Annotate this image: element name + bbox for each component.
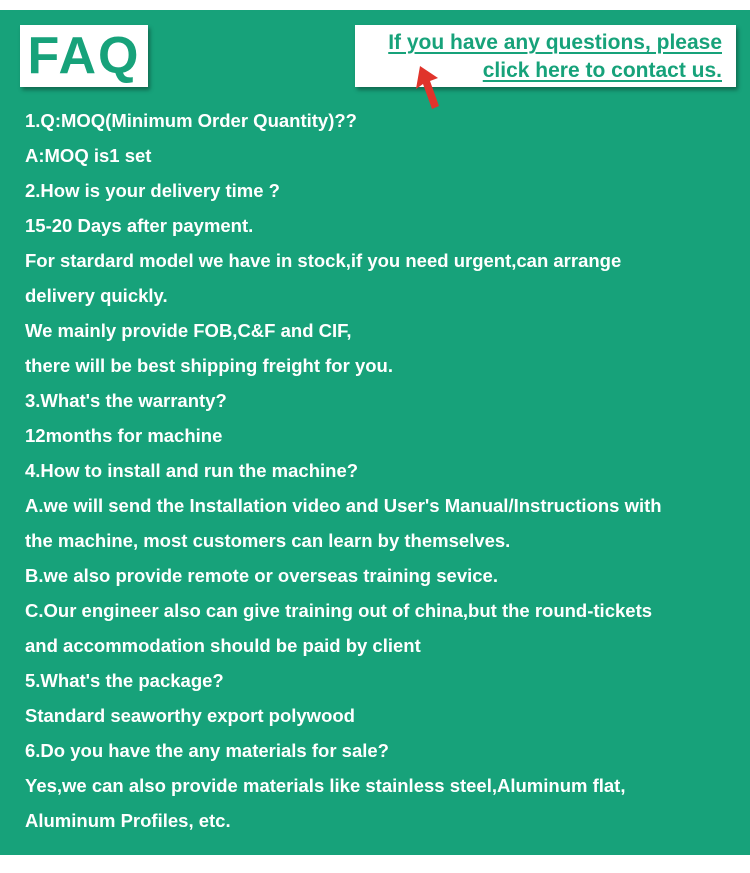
- faq-line: For stardard model we have in stock,if you need urgent,can arrange: [25, 250, 622, 271]
- faq-line: 4.How to install and run the machine?: [25, 460, 359, 481]
- faq-line: 3.What's the warranty?: [25, 390, 227, 411]
- faq-line: We mainly provide FOB,C&F and CIF,: [25, 320, 352, 341]
- faq-line: 5.What's the package?: [25, 670, 224, 691]
- faq-line: A:MOQ is1 set: [25, 145, 152, 166]
- faq-line: 6.Do you have the any materials for sale?: [25, 740, 389, 761]
- faq-title: FAQ: [27, 27, 141, 85]
- contact-link-line-1[interactable]: If you have any questions, please: [388, 31, 722, 54]
- faq-line: and accommodation should be paid by client: [25, 635, 421, 656]
- faq-line: 1.Q:MOQ(Minimum Order Quantity)??: [25, 110, 357, 131]
- contact-link-line-2[interactable]: click here to contact us.: [482, 59, 722, 82]
- faq-line: the machine, most customers can learn by themselves.: [25, 530, 511, 551]
- faq-body: [25, 103, 740, 838]
- faq-line: 2.How is your delivery time ?: [25, 180, 280, 201]
- faq-line: B.we also provide remote or overseas training sevice.: [25, 565, 498, 586]
- faq-panel: [0, 10, 750, 855]
- faq-line: delivery quickly.: [25, 285, 168, 306]
- faq-line: Yes,we can also provide materials like stainless steel,Aluminum flat,: [25, 775, 626, 796]
- faq-line: there will be best shipping freight for you.: [25, 355, 393, 376]
- faq-line: A.we will send the Installation video and User's Manual/Instructions with: [25, 495, 662, 516]
- faq-line: Aluminum Profiles, etc.: [25, 810, 231, 831]
- faq-title-box: [20, 25, 148, 87]
- faq-line: Standard seaworthy export polywood: [25, 705, 355, 726]
- faq-line: 15-20 Days after payment.: [25, 215, 254, 236]
- faq-line: C.Our engineer also can give training out of china,but the round-tickets: [25, 600, 653, 621]
- faq-line: 12months for machine: [25, 425, 223, 446]
